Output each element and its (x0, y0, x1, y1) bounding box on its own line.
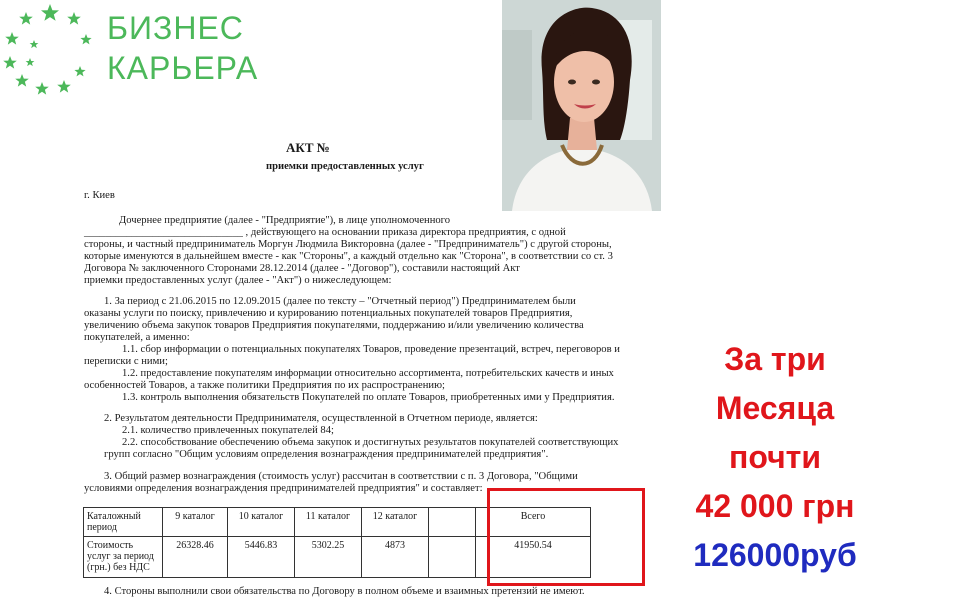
section-2-line: 2.1. количество привлеченных покупателей 84; (122, 425, 334, 436)
table-cell: 11 каталог (295, 508, 362, 537)
intro-line: Договора № заключенного Сторонами 28.12.2014 (далее - "Договор"), составили настоящий Акт (84, 263, 520, 274)
section-1-line: 1.2. предоставление покупателям информации относительно ассортимента, потребительских качеств и иных (122, 368, 614, 379)
logo-line-2: КАРЬЕРА (107, 50, 259, 86)
intro-line: приемки предоставленных услуг (далее - "Акт") о нижеследующем: (84, 275, 392, 286)
earnings-callout (665, 335, 885, 580)
callout-line: Месяца (715, 390, 835, 426)
table-cell: 41950.54 (476, 537, 591, 578)
section-1-line: 1.3. контроль выполнения обязательств Покупателей по оплате Товаров, приобретенных ими у Предприятия. (122, 392, 615, 403)
section-4-line: 4. Стороны выполнили свои обязательства по Договору в полном объеме и взаимных претензий не имеют. (104, 586, 585, 597)
section-1-line: особенностей Товаров, а также политики Предприятия по их распространению; (84, 380, 445, 391)
callout-amount-uah: 42 000 грн (695, 488, 855, 524)
table-cell: 10 каталог (228, 508, 295, 537)
section-1-line: 1. За период с 21.06.2015 по 12.09.2015 (далее по тексту – "Отчетный период") Предпринимателем были (104, 296, 576, 307)
section-1-line: покупателей, а именно: (84, 332, 190, 343)
table-cell (429, 508, 476, 537)
logo-line-1: БИЗНЕС (107, 10, 244, 46)
section-1-line: оказаны услуги по поиску, привлечению и курированию потенциальных покупателей товаров Предприятия, (84, 308, 573, 319)
callout-line: За три (724, 341, 826, 377)
intro-line: Дочернее предприятие (далее - "Предприятие"), в лице уполномоченного (119, 215, 451, 226)
table-cell: 12 каталог (362, 508, 429, 537)
table-cell: 4873 (362, 537, 429, 578)
section-1-line: 1.1. сбор информации о потенциальных покупателях Товаров, проведение презентаций, встреч, переговоров и (122, 344, 620, 355)
intro-line: которые именуются в дальнейшем вместе - как "Стороны", а каждый отдельно как "Сторона", в соответствии со ст. 3 (84, 251, 613, 262)
intro-line: стороны, и частный предприниматель Моргун Людмила Викторовна (далее - "Предприниматель") с другой стороны, (84, 239, 612, 250)
table-cell: 5446.83 (228, 537, 295, 578)
section-3-line: 3. Общий размер вознаграждения (стоимость услуг) рассчитан в соответствии с п. 3 Договора, "Общими (104, 471, 578, 482)
section-1-line: увеличению объема закупок товаров Предприятия покупателями, поддержанию и/или увеличению количества (84, 320, 584, 331)
callout-amount-rub: 126000руб (693, 537, 857, 573)
table-cell (429, 537, 476, 578)
total-highlight-box (487, 488, 645, 586)
table-cell: 5302.25 (295, 537, 362, 578)
document-subtitle: приемки предоставленных услуг (266, 161, 424, 172)
table-cell: 9 каталог (163, 508, 228, 537)
table-cell: Стоимость услуг за период (грн.) без НДС (84, 537, 163, 578)
table-cell: Каталожный период (84, 508, 163, 537)
intro-line: ______________________________ , действующего на основании приказа директора предприятия, с одной (84, 227, 566, 238)
table-cell: Всего (476, 508, 591, 537)
section-2-line: 2.2. способствование обеспечению объема закупок и достигнутых результатов покупателей соответствующих (122, 437, 619, 448)
section-1-line: переписки с ними; (84, 356, 168, 367)
section-3-line: условиями определения вознаграждения предпринимателей предприятия" и составляет: (84, 483, 483, 494)
document-city: г. Киев (84, 190, 115, 201)
callout-line: почти (729, 439, 821, 475)
section-2-line: групп согласно "Общим условиям определения вознаграждения предпринимателей предприятия". (104, 449, 549, 460)
section-2-line: 2. Результатом деятельности Предпринимателя, осуществленной в Отчетном периоде, является: (104, 413, 538, 424)
document-title: АКТ № (286, 140, 330, 155)
table-cell: 26328.46 (163, 537, 228, 578)
